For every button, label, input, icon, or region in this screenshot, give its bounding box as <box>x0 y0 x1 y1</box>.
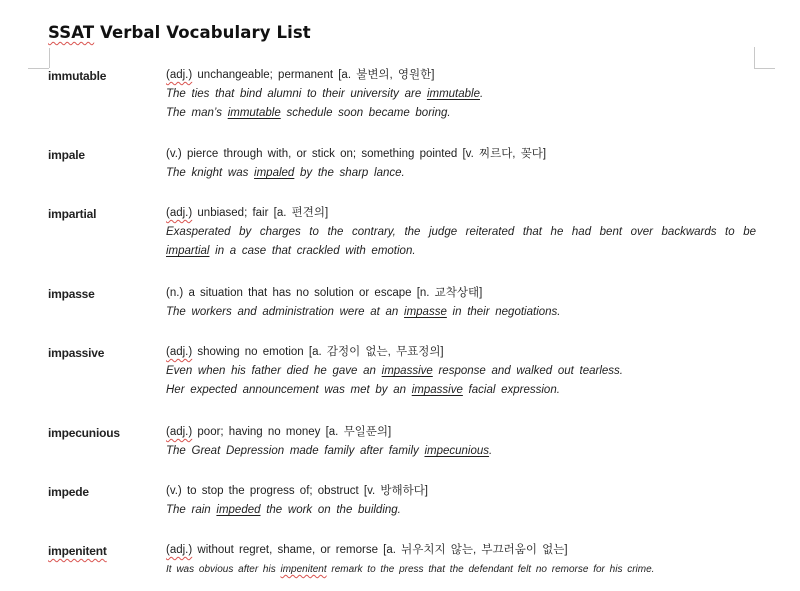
example-term: impasse <box>404 306 447 318</box>
example-term: impassive <box>381 365 433 377</box>
title-acronym: SSAT <box>48 23 95 42</box>
example-term: impartial <box>166 245 210 257</box>
entry-body <box>166 284 766 322</box>
vocab-word: impasse <box>48 287 95 301</box>
example-term: impeded <box>216 504 261 516</box>
entry-body <box>166 541 766 579</box>
example-sentence: The workers and administration were at an impasse in their negotiations. <box>166 306 561 318</box>
example-term: impenitent <box>280 564 327 575</box>
definition-text: pierce through with, or stick on; something pointed [v. 찌르다, 꽂다] <box>181 148 547 160</box>
example-term: impecunious <box>424 445 490 457</box>
entry-body <box>166 66 766 123</box>
example-sentence: Her expected announcement was met by an impassive facial expression. <box>166 384 560 396</box>
crop-mark-top-right-vertical <box>754 47 755 68</box>
title-text: Verbal Vocabulary List <box>94 23 311 42</box>
part-of-speech: (adj.) <box>166 426 193 438</box>
part-of-speech: (v.) <box>166 148 182 160</box>
part-of-speech: (adj.) <box>166 544 193 556</box>
part-of-speech: (adj.) <box>166 69 193 81</box>
example-sentence: Exasperated by charges to the contrary, the judge reiterated that he had bent over backwards to be impartial in a case that crackled with emotion. <box>166 226 756 257</box>
definition <box>166 482 766 501</box>
definition-text: to stop the progress of; obstruct [v. 방해하다] <box>181 485 428 497</box>
vocab-word: impede <box>48 485 89 499</box>
entry-body <box>166 343 766 400</box>
example-term: immutable <box>227 107 281 119</box>
definition <box>166 423 766 442</box>
part-of-speech: (adj.) <box>166 346 193 358</box>
example-term: immutable <box>426 88 480 100</box>
definition-text: without regret, shame, or remorse [a. 뉘우치지 않는, 부끄러움이 없는] <box>192 544 568 556</box>
example-term: impaled <box>254 167 295 179</box>
part-of-speech: (n.) <box>166 287 184 299</box>
entry-body <box>166 482 766 520</box>
definition-text: a situation that has no solution or escape [n. 교착상태] <box>183 287 483 299</box>
definition <box>166 284 766 303</box>
vocab-word: impale <box>48 148 85 162</box>
vocab-word: impartial <box>48 207 97 221</box>
example-sentence: Even when his father died he gave an impassive response and walked out tearless. <box>166 365 623 377</box>
definition-text: poor; having no money [a. 무일푼의] <box>192 426 392 438</box>
part-of-speech: (adj.) <box>166 207 193 219</box>
definition <box>166 541 766 560</box>
vocab-word: impassive <box>48 346 105 360</box>
vocab-word: impecunious <box>48 426 120 440</box>
vocab-word: impenitent <box>48 544 107 558</box>
example-sentence: The rain impeded the work on the building. <box>166 504 401 516</box>
part-of-speech: (v.) <box>166 485 182 497</box>
definition <box>166 145 766 164</box>
vocab-word: immutable <box>48 69 107 83</box>
crop-mark-top-left-vertical <box>49 48 50 68</box>
example-sentence: The Great Depression made family after family impecunious. <box>166 445 493 457</box>
entry-body <box>166 204 766 261</box>
example-sentence: The ties that bind alumni to their university are immutable. <box>166 88 484 100</box>
entry-body <box>166 145 766 183</box>
page-title <box>48 23 311 42</box>
crop-mark-top-left-horizontal <box>28 68 49 69</box>
entry-body <box>166 423 766 461</box>
definition <box>166 204 766 223</box>
example-term: impassive <box>411 384 463 396</box>
definition <box>166 343 766 362</box>
example-sentence: The man’s immutable schedule soon became boring. <box>166 107 451 119</box>
example-sentence: It was obvious after his impenitent remark to the press that the defendant felt no remorse for his crime. <box>166 564 655 575</box>
definition-text: unchangeable; permanent [a. 불변의, 영원한] <box>192 69 435 81</box>
definition-text: showing no emotion [a. 감정이 없는, 무표정의] <box>192 346 444 358</box>
definition-text: unbiased; fair [a. 편견의] <box>192 207 329 219</box>
definition <box>166 66 766 85</box>
example-sentence: The knight was impaled by the sharp lance. <box>166 167 405 179</box>
